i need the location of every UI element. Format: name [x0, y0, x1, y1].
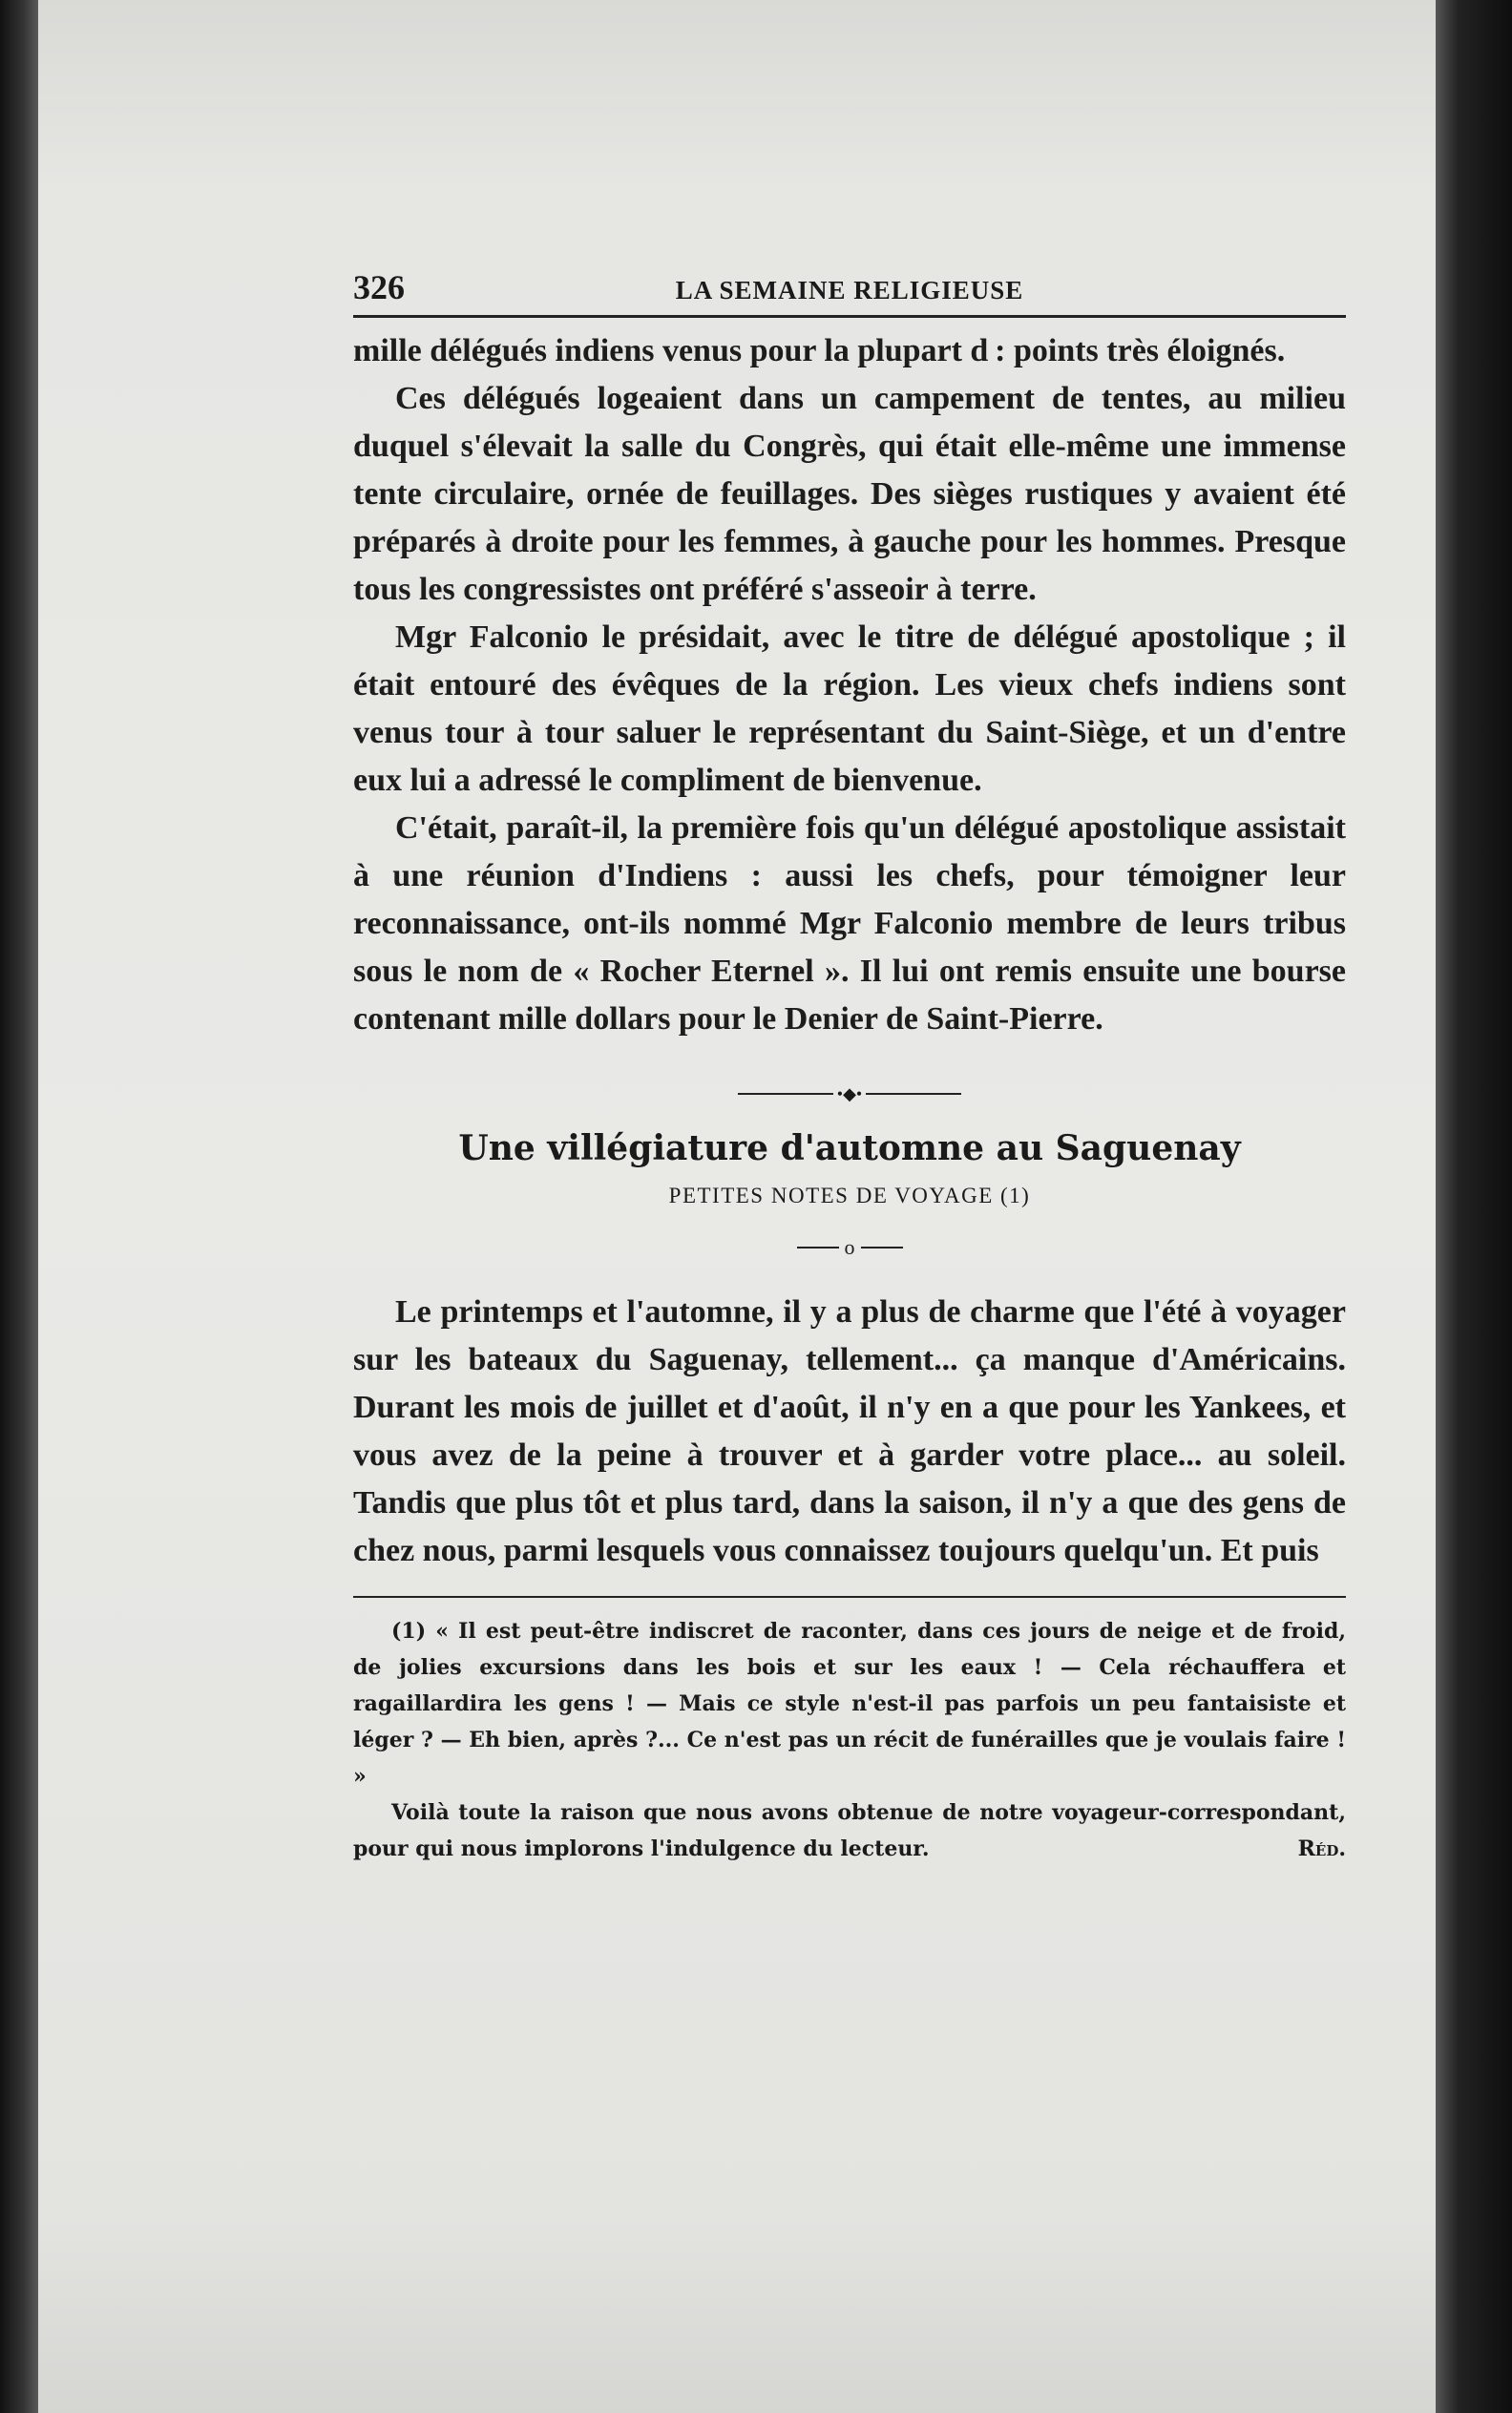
page-number: 326	[353, 268, 405, 306]
section-subtitle: PETITES NOTES DE VOYAGE (1)	[668, 1184, 1031, 1208]
paragraph: Le printemps et l'automne, il y a plus de charme que l'été à voyager sur les bateaux du Saguenay, tellement... ça manque d'Américains. Durant les mois de juillet et d'août, il n'y en a que pour les Yankees, et vous avez de la peine à trouver et à garder votre place... au soleil. Tandis que plus tôt et plus tard, dans la saison, il n'y a que des gens de chez nous, parmi lesquels vous connaissez toujours quelqu'un. Et puis	[353, 1294, 1346, 1569]
footnote-text: (1) « Il est peut-être indiscret de raconter, dans ces jours de neige et de froid, de jolies excursions dans les bois et sur les eaux ! — Cela réchauffera et ragaillardira les gens ! — Mais ce style n'est-il pas parfois un peu fantaisiste et léger ? — Eh bien, après ?... Ce n'est pas un récit de funérailles que je voulais faire ! »	[353, 1619, 1346, 1790]
paragraph: Mgr Falconio le présidait, avec le titre de délégué apostolique ; il était entouré des évêques de la région. Les vieux chefs indiens sont venus tour à tour saluer le représentant du Saint-Siège, et un d'entre eux lui a adressé le compliment de bienvenue.	[353, 619, 1346, 798]
film-border-left	[0, 0, 38, 2413]
article-body	[353, 327, 1346, 1043]
divider-mark: o	[844, 1235, 855, 1260]
film-border-right	[1436, 0, 1512, 2413]
footnote-rule	[353, 1596, 1346, 1598]
section-title: Une villégiature d'automne au Saguenay	[458, 1128, 1241, 1169]
footnote-note	[353, 1794, 1346, 1867]
footnote	[353, 1613, 1346, 1867]
page-header	[353, 267, 1346, 318]
paragraph: Ces délégués logeaient dans un campement de tentes, au milieu duquel s'élevait la salle du Congrès, qui était elle-même une immense tente circulaire, ornée de feuillages. Des sièges rustiques y avaient été préparés à droite pour les femmes, à gauche pour les hommes. Presque tous les congressistes ont préféré s'asseoir à terre.	[353, 381, 1346, 607]
paragraph: C'était, paraît-il, la première fois qu'un délégué apostolique assistait à une réunion d'Indiens : aussi les chefs, pour témoigner leur reconnaissance, ont-ils nommé Mgr Falconio membre de leurs tribus sous le nom de « Rocher Eternel ». Il lui ont remis ensuite une bourse contenant mille dollars pour le Denier de Saint-Pierre.	[353, 810, 1346, 1037]
section-body	[353, 1289, 1346, 1575]
footnote-note-text: Voilà toute la raison que nous avons obtenue de notre voyageur-correspondant, pour qui nous implorons l'indulgence du lecteur.	[353, 1800, 1346, 1862]
scanned-page	[38, 0, 1436, 2413]
ornament-icon: •◆•	[836, 1084, 863, 1104]
ornamental-divider	[353, 1083, 1346, 1103]
small-divider	[353, 1233, 1346, 1260]
page-content	[353, 267, 1346, 1867]
paragraph: mille délégués indiens venus pour la plupart d : points très éloignés.	[353, 333, 1286, 368]
editor-signature: Réd.	[1297, 1836, 1346, 1862]
running-title: LA SEMAINE RELIGIEUSE	[675, 276, 1024, 304]
